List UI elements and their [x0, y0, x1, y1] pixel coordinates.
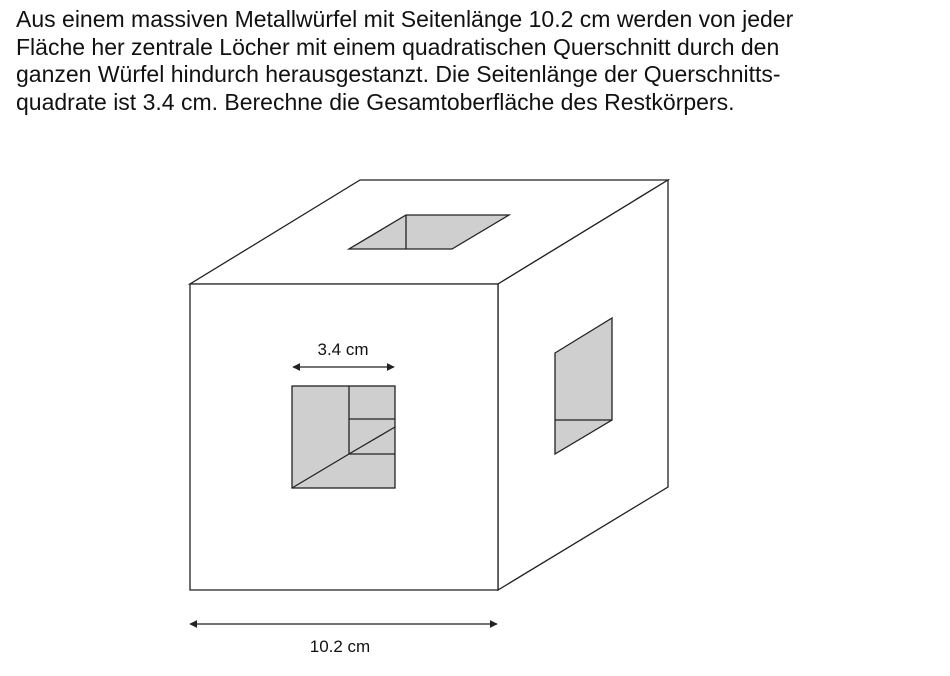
problem-line-4: quadrate ist 3.4 cm. Berechne die Gesamtoberfläche des Restkörpers. — [16, 88, 735, 115]
cube-side-label: 10.2 cm — [309, 637, 371, 656]
problem-line-3: ganzen Würfel hindurch herausgestanzt. Die Seitenlänge der Querschnitts- — [16, 61, 781, 87]
problem-line-2: Fläche her zentrale Löcher mit einem quadratischen Querschnitt durch den — [16, 33, 780, 60]
problem-line-1: Aus einem massiven Metallwürfel mit Seitenlänge 10.2 cm werden von jeder — [16, 6, 794, 32]
front-hole-opening — [292, 386, 395, 488]
cube-dimension — [190, 624, 497, 656]
hole-side-label: 3.4 cm — [317, 340, 369, 359]
front-hole — [292, 386, 395, 488]
